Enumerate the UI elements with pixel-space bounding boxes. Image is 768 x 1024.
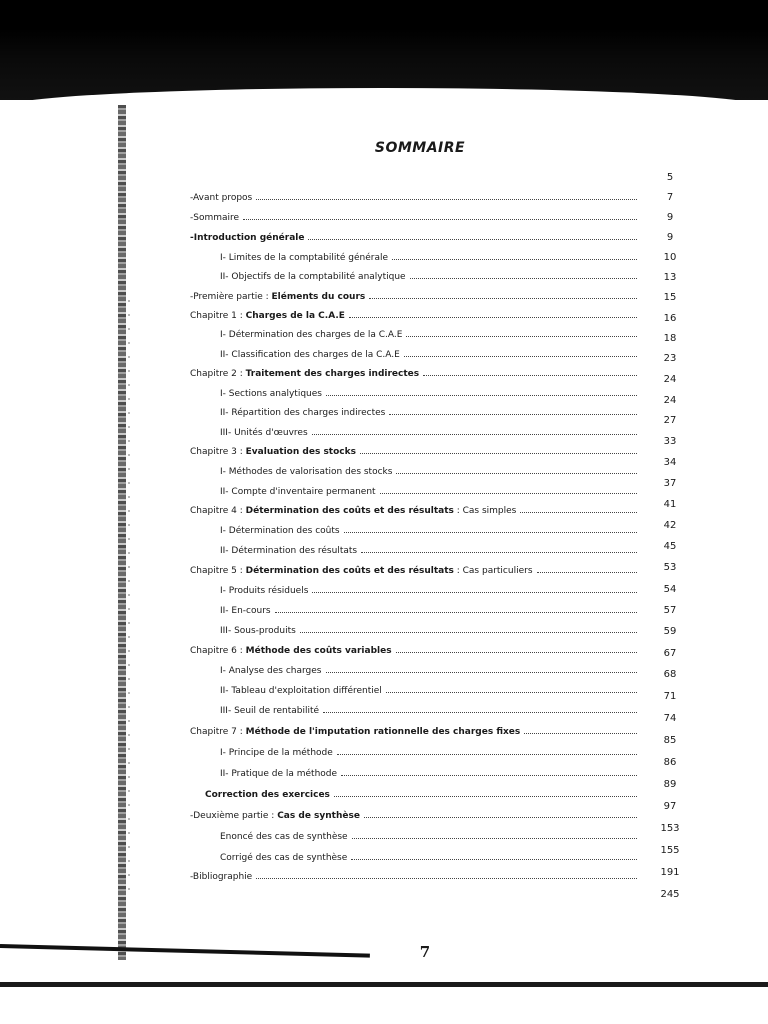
entry-title: I- Méthodes de valorisation des stocks xyxy=(220,467,393,477)
toc-entry-valorisation xyxy=(220,461,640,477)
toc-entry-correction-exercices xyxy=(205,784,640,800)
toc-page-number: 24 xyxy=(663,395,677,406)
entry-title: Chapitre 4 : Détermination des coûts et des résultats : Cas simples xyxy=(190,506,517,516)
dot-leader xyxy=(396,472,637,474)
toc-entry-principe-methode xyxy=(220,742,640,758)
dot-leader xyxy=(537,571,637,573)
toc-page-number: 67 xyxy=(663,648,677,659)
page-title: SOMMAIRE xyxy=(374,140,466,156)
entry-title: Chapitre 6 : Méthode des coûts variables xyxy=(190,646,392,656)
toc-entry-chapitre-3 xyxy=(190,441,640,457)
toc-entry-determination-charges xyxy=(220,324,640,340)
dot-leader xyxy=(323,711,637,713)
toc-entry-bibliographie xyxy=(190,866,640,882)
entry-title: -Sommaire xyxy=(190,213,240,223)
toc-entry-chapitre-4 xyxy=(190,500,640,516)
toc-entry-premiere-partie xyxy=(190,286,640,302)
toc-entry-sections xyxy=(220,383,640,399)
dot-leader xyxy=(349,316,637,318)
toc-entry-produits-residuels xyxy=(220,580,640,596)
toc-page-number: 9 xyxy=(666,212,674,223)
toc-page-number: 89 xyxy=(663,779,677,790)
toc-page-number: 74 xyxy=(663,713,677,724)
entry-title: -Première partie : Eléments du cours xyxy=(190,292,366,302)
toc-entry-avant-propos xyxy=(190,187,640,203)
toc-entry-objectifs xyxy=(220,266,640,282)
entry-title: -Deuxième partie : Cas de synthèse xyxy=(190,811,360,821)
dot-leader xyxy=(312,433,637,435)
toc-page-number: 15 xyxy=(663,292,677,303)
entry-title: I- Analyse des charges xyxy=(220,666,322,676)
dot-leader xyxy=(308,238,637,240)
entry-title: II- En-cours xyxy=(220,606,271,616)
entry-title: Corrigé des cas de synthèse xyxy=(220,853,348,863)
entry-title: -Avant propos xyxy=(190,193,253,203)
entry-title: I- Produits résiduels xyxy=(220,586,309,596)
toc-page-number: 45 xyxy=(663,541,677,552)
toc-page-number: 191 xyxy=(660,867,680,878)
toc-page-number: 24 xyxy=(663,374,677,385)
dot-leader xyxy=(410,277,637,279)
toc-entry-classification-charges xyxy=(220,344,640,360)
dot-leader xyxy=(389,413,637,415)
toc-entry-chapitre-6 xyxy=(190,640,640,656)
toc-entry-limites xyxy=(220,247,640,263)
toc-page-number: 53 xyxy=(663,562,677,573)
toc-entry-introduction xyxy=(190,227,640,243)
toc-entry-unites xyxy=(220,422,640,438)
dot-leader xyxy=(243,218,637,220)
entry-title: -Introduction générale xyxy=(190,233,305,243)
toc-page-number: 37 xyxy=(663,478,677,489)
toc-page-number: 68 xyxy=(663,669,677,680)
entry-title: Chapitre 2 : Traitement des charges indirectes xyxy=(190,369,420,379)
entry-title: Chapitre 7 : Méthode de l'imputation rationnelle des charges fixes xyxy=(190,727,521,737)
dot-leader xyxy=(326,671,637,673)
toc-page-number: 59 xyxy=(663,626,677,637)
entry-title: Enoncé des cas de synthèse xyxy=(220,832,348,842)
dot-leader xyxy=(351,858,637,860)
entry-title: II- Détermination des résultats xyxy=(220,546,358,556)
toc-page-number: 71 xyxy=(663,691,677,702)
entry-title: III- Sous-produits xyxy=(220,626,296,636)
toc-page-number: 85 xyxy=(663,735,677,746)
toc-page-number: 7 xyxy=(666,192,674,203)
toc-page-number: 57 xyxy=(663,605,677,616)
toc-entry-determination-couts xyxy=(220,520,640,536)
toc-page-number: 10 xyxy=(663,252,677,263)
entry-title: III- Unités d'œuvres xyxy=(220,428,308,438)
dot-leader xyxy=(406,335,637,337)
dot-leader xyxy=(392,258,637,260)
entry-title: II- Objectifs de la comptabilité analytique xyxy=(220,272,406,282)
toc-entry-deuxieme-partie xyxy=(190,805,640,821)
dot-leader xyxy=(524,732,637,734)
toc-page-number: 86 xyxy=(663,757,677,768)
toc-page-number: 41 xyxy=(663,499,677,510)
toc-page-number: 97 xyxy=(663,801,677,812)
toc-page-number: 13 xyxy=(663,272,677,283)
toc-page-number: 155 xyxy=(660,845,680,856)
entry-title: Chapitre 3 : Evaluation des stocks xyxy=(190,447,356,457)
toc-page-number: 5 xyxy=(666,172,674,183)
dot-leader xyxy=(326,394,637,396)
toc-entry-sommaire xyxy=(190,207,640,223)
toc-page-number: 9 xyxy=(666,232,674,243)
entry-title: I- Principe de la méthode xyxy=(220,748,333,758)
toc-entry-inventaire xyxy=(220,481,640,497)
dot-leader xyxy=(364,816,637,818)
entry-title: II- Classification des charges de la C.A.E xyxy=(220,350,400,360)
toc-entry-pratique-methode xyxy=(220,763,640,779)
toc-entry-chapitre-1 xyxy=(190,305,640,321)
dot-leader xyxy=(256,877,637,879)
entry-title: I- Détermination des charges de la C.A.E xyxy=(220,330,403,340)
toc-page-number: 54 xyxy=(663,584,677,595)
toc-page-number: 245 xyxy=(660,889,680,900)
toc-page-number: 18 xyxy=(663,333,677,344)
dot-leader xyxy=(369,297,637,299)
entry-title: Chapitre 5 : Détermination des coûts et des résultats : Cas particuliers xyxy=(190,566,533,576)
toc-page-number: 153 xyxy=(660,823,680,834)
toc-entry-seuil-rentabilite xyxy=(220,700,640,716)
entry-title: II- Répartition des charges indirectes xyxy=(220,408,386,418)
dot-leader xyxy=(312,591,637,593)
toc-entry-repartition xyxy=(220,402,640,418)
dot-leader xyxy=(344,531,637,533)
toc-entry-en-cours xyxy=(220,600,640,616)
dot-leader xyxy=(352,837,637,839)
toc-entry-sous-produits xyxy=(220,620,640,636)
dot-leader xyxy=(520,511,637,513)
page-number-column xyxy=(650,0,690,1024)
dot-leader xyxy=(380,492,637,494)
dot-leader xyxy=(256,198,637,200)
toc-entry-determination-resultats xyxy=(220,540,640,556)
dot-leader xyxy=(300,631,637,633)
entry-title: -Bibliographie xyxy=(190,872,253,882)
dot-leader xyxy=(360,452,637,454)
toc-page-number: 16 xyxy=(663,313,677,324)
toc-entry-chapitre-2 xyxy=(190,363,640,379)
dot-leader xyxy=(334,795,637,797)
dot-leader xyxy=(361,551,637,553)
entry-title: III- Seuil de rentabilité xyxy=(220,706,320,716)
toc-entry-corrige-synthese xyxy=(220,847,640,863)
dot-leader xyxy=(275,611,637,613)
toc-entry-enonce-synthese xyxy=(220,826,640,842)
entry-title: II- Tableau d'exploitation différentiel xyxy=(220,686,382,696)
entry-title: I- Limites de la comptabilité générale xyxy=(220,253,389,263)
page-number: 7 xyxy=(419,943,431,961)
toc-entry-analyse-charges xyxy=(220,660,640,676)
entry-title: I- Sections analytiques xyxy=(220,389,322,399)
dot-leader xyxy=(404,355,637,357)
entry-title: II- Pratique de la méthode xyxy=(220,769,338,779)
toc-page-number: 34 xyxy=(663,457,677,468)
toc-page-number: 42 xyxy=(663,520,677,531)
dot-leader xyxy=(423,374,637,376)
dot-leader xyxy=(386,691,637,693)
entry-title: I- Détermination des coûts xyxy=(220,526,340,536)
toc-entry-chapitre-7 xyxy=(190,721,640,737)
dot-leader xyxy=(337,753,637,755)
entry-title: Correction des exercices xyxy=(205,790,330,800)
toc-entry-tableau-exploitation xyxy=(220,680,640,696)
toc-page-number: 27 xyxy=(663,415,677,426)
dot-leader xyxy=(341,774,637,776)
entry-title: II- Compte d'inventaire permanent xyxy=(220,487,376,497)
toc-page-number: 23 xyxy=(663,353,677,364)
dot-leader xyxy=(396,651,637,653)
entry-title: Chapitre 1 : Charges de la C.A.E xyxy=(190,311,345,321)
toc-entry-chapitre-5 xyxy=(190,560,640,576)
toc-page-number: 33 xyxy=(663,436,677,447)
